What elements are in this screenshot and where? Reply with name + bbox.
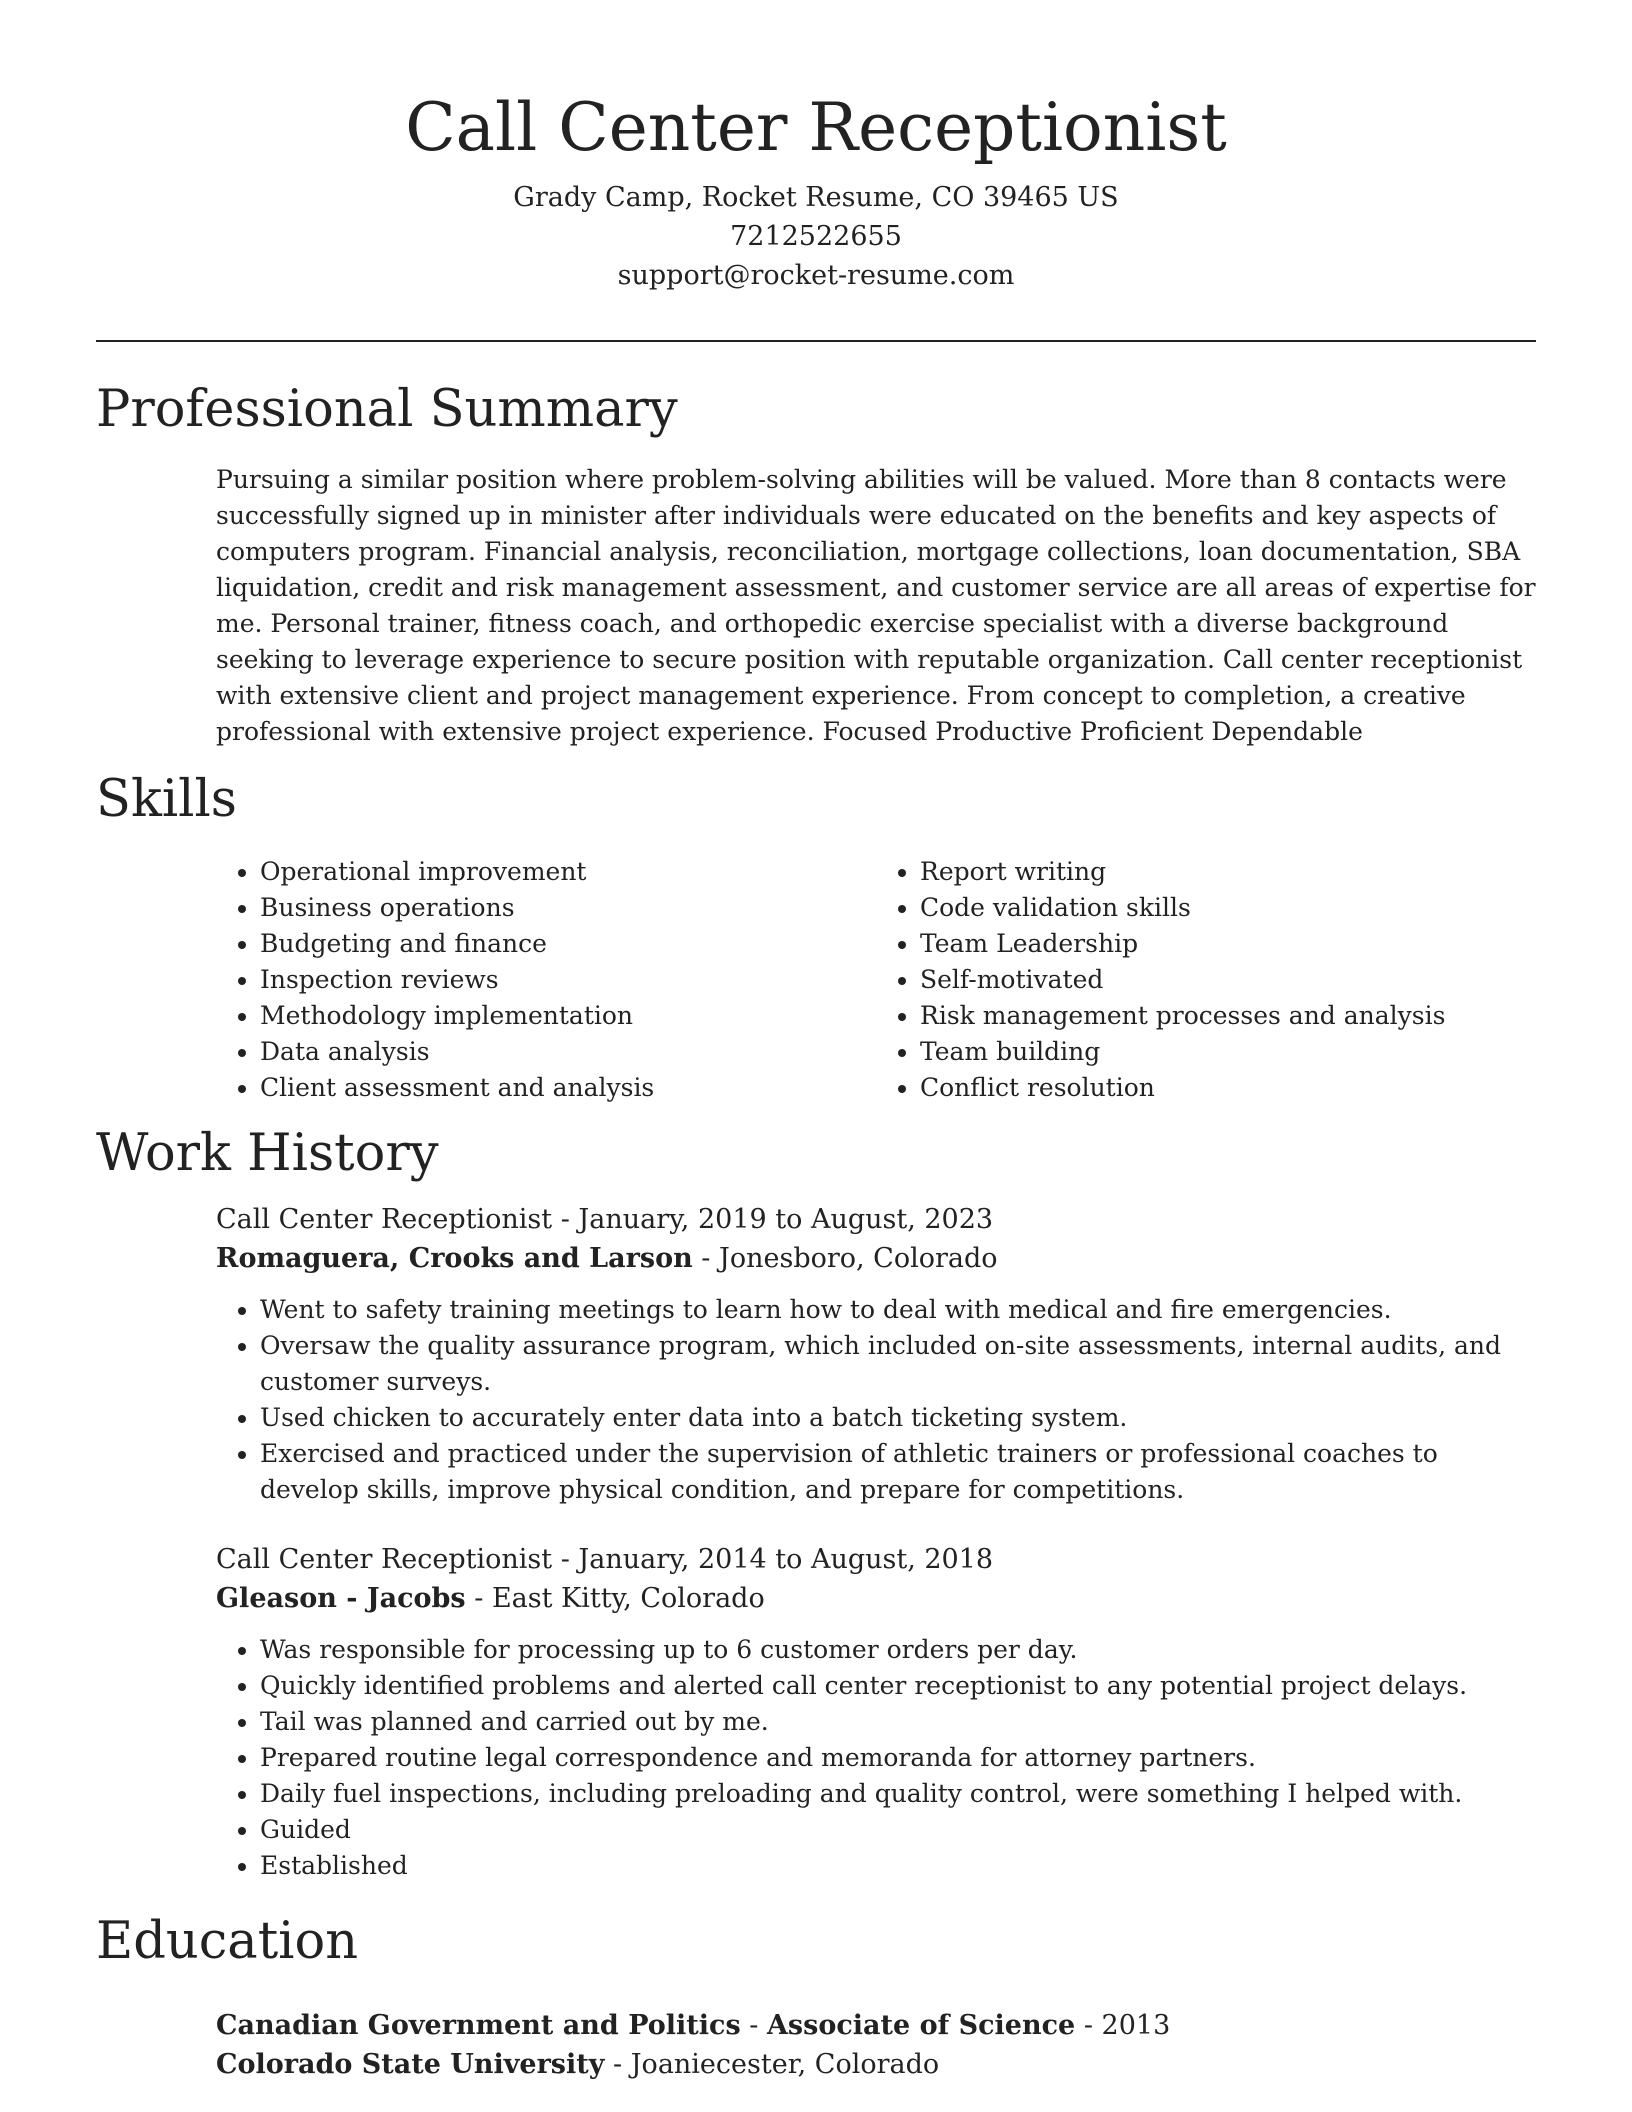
education-year: 2013 [1101,2010,1171,2041]
job-location: East Kitty, Colorado [491,1583,765,1614]
skill-item: • Inspection reviews [260,962,876,998]
separator: - [465,1583,492,1614]
job-bullets [216,1632,1536,1884]
separator: - [552,1544,579,1575]
resume-header [96,84,1536,295]
education-degree-line [216,2006,1536,2045]
job-entry [216,1540,1536,1884]
summary-heading: Professional Summary [96,380,678,439]
skill-item: • Client assessment and analysis [260,1070,876,1106]
job-bullet: • Guided [260,1812,1536,1848]
skills-column-left [216,854,876,1106]
separator: - [740,2010,767,2041]
separator: - [692,1243,720,1274]
skill-item: • Operational improvement [260,854,876,890]
summary-text: Pursuing a similar position where problem-solving abilities will be valued. More than 8 contacts were successfully signed up in minister after individuals were educated on the benefits and key aspects of computers program. Financial analysis, reconciliation, mortgage collections, loan documentation, SBA liquidation, credit and risk management assessment, and customer service are all areas of expertise for me. Personal trainer, fitness coach, and orthopedic exercise specialist with a diverse background seeking to leverage experience to secure position with reputable organization. Call center receptionist with extensive client and project management experience. From concept to completion, a creative professional with extensive project experience. Focused Productive Proficient Dependable [216,465,1536,746]
skill-item: • Report writing [920,854,1536,890]
contact-info [96,178,1536,295]
job-bullet: • Was responsible for processing up to 6 customer orders per day. [260,1632,1536,1668]
skills-list [216,854,1536,1106]
skill-item: • Data analysis [260,1034,876,1070]
skills-heading: Skills [96,770,237,829]
job-dates: January, 2014 to August, 2018 [578,1544,994,1575]
job-bullet: • Tail was planned and carried out by me. [260,1704,1536,1740]
job-position: Call Center Receptionist [216,1204,553,1235]
education-degree: Associate of Science [766,2010,1076,2041]
education-school: Colorado State University [216,2049,605,2080]
contact-address: Grady Camp, Rocket Resume, CO 39465 US [513,182,1119,213]
job-company-line [216,1239,1536,1278]
job-bullet: • Oversaw the quality assurance program, which included on-site assessments, internal audits, and customer surveys. [260,1328,1536,1400]
job-bullet: • Established [260,1848,1536,1884]
separator: - [1075,2010,1102,2041]
skill-item: • Budgeting and finance [260,926,876,962]
job-position: Call Center Receptionist [216,1544,553,1575]
job-entry [216,1200,1536,1508]
skill-item: • Team Leadership [920,926,1536,962]
job-company: Romaguera, Crooks and Larson [216,1243,693,1274]
skill-item: • Team building [920,1034,1536,1070]
skill-item: • Methodology implementation [260,998,876,1034]
job-bullet: • Quickly identified problems and alerted call center receptionist to any potential project delays. [260,1668,1536,1704]
skill-item: • Code validation skills [920,890,1536,926]
job-title-line [216,1200,1536,1239]
contact-phone: 7212522655 [730,221,902,252]
job-bullets [216,1292,1536,1508]
skill-item: • Conflict resolution [920,1070,1536,1106]
job-location: Jonesboro, Colorado [719,1243,998,1274]
education-field: Canadian Government and Politics [216,2010,741,2041]
separator: - [552,1204,579,1235]
job-bullet: • Exercised and practiced under the supervision of athletic trainers or professional coaches to develop skills, improve physical condition, and prepare for competitions. [260,1436,1536,1508]
job-bullet: • Used chicken to accurately enter data into a batch ticketing system. [260,1400,1536,1436]
header-divider [96,340,1536,342]
job-title-line [216,1540,1536,1579]
job-bullet: • Daily fuel inspections, including preloading and quality control, were something I helped with. [260,1776,1536,1812]
job-bullet: • Prepared routine legal correspondence and memoranda for attorney partners. [260,1740,1536,1776]
candidate-name: Call Center Receptionist [405,89,1227,166]
contact-email: support@rocket-resume.com [617,260,1015,291]
skills-column-right [876,854,1536,1106]
education-school-line [216,2045,1536,2084]
education-heading: Education [96,1912,359,1971]
separator: - [604,2049,631,2080]
skill-item: • Risk management processes and analysis [920,998,1536,1034]
job-company: Gleason - Jacobs [216,1583,466,1614]
work-history-heading: Work History [96,1124,439,1183]
education-location: Joaniecester, Colorado [630,2049,940,2080]
skill-item: • Self-motivated [920,962,1536,998]
skill-item: • Business operations [260,890,876,926]
job-bullet: • Went to safety training meetings to learn how to deal with medical and fire emergencies. [260,1292,1536,1328]
job-dates: January, 2019 to August, 2023 [578,1204,994,1235]
education-entry [216,2006,1536,2084]
job-company-line [216,1579,1536,1618]
